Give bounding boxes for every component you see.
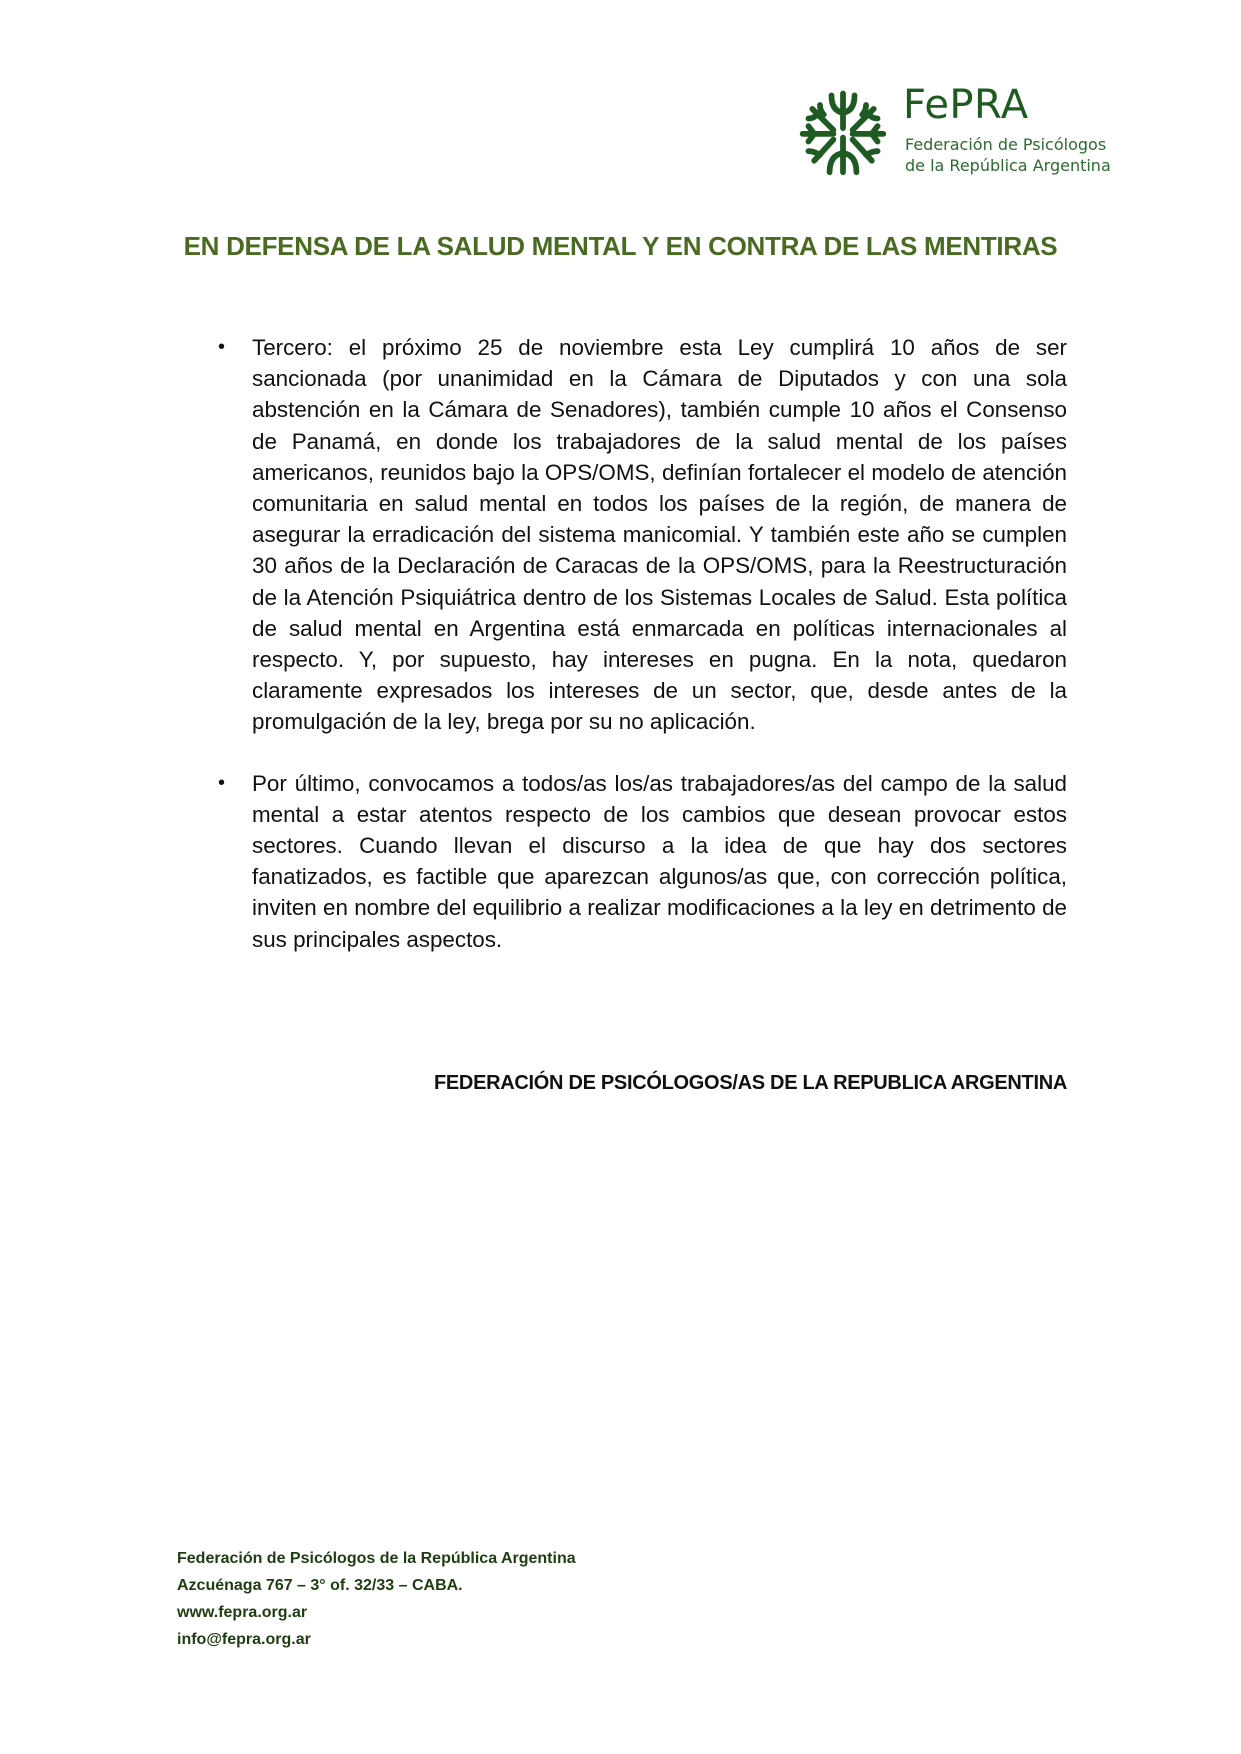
footer-org-name: Federación de Psicólogos de la República Argentina bbox=[177, 1550, 576, 1567]
signature: FEDERACIÓN DE PSICÓLOGOS/AS DE LA REPUBLICA ARGENTINA bbox=[433, 1072, 1067, 1094]
bullet-list bbox=[205, 332, 1067, 955]
logo-subtitle bbox=[905, 134, 1111, 176]
fepra-logo bbox=[795, 80, 1125, 180]
logo-subtitle-line2: de la República Argentina bbox=[905, 156, 1111, 175]
list-item bbox=[205, 332, 1067, 738]
bullet-icon: • bbox=[218, 336, 226, 358]
list-item bbox=[205, 768, 1067, 955]
fepra-emblem-icon bbox=[795, 82, 891, 178]
document-title: EN DEFENSA DE LA SALUD MENTAL Y EN CONTRA DE LAS MENTIRAS bbox=[183, 231, 1058, 261]
bullet-icon: • bbox=[218, 771, 226, 794]
footer-website-link[interactable]: www.fepra.org.ar bbox=[177, 1604, 308, 1621]
footer bbox=[177, 1545, 576, 1653]
list-item-text: Por último, convocamos a todos/as los/as trabajadores/as del campo de la salud mental a estar atentos respecto de los cambios que desean provocar estos sectores. Cuando llevan el discurso a la idea de que hay dos sectores fanatizados, es factible que aparezcan algunos/as que, con corrección política, inviten en nombre del equilibrio a realizar modificaciones a la ley en detrimento de sus principales aspectos. bbox=[252, 770, 1067, 952]
logo-wordmark: FePRA bbox=[903, 82, 1029, 128]
footer-address: Azcuénaga 767 – 3° of. 32/33 – CABA. bbox=[177, 1577, 463, 1594]
list-item-text: Tercero: el próximo 25 de noviembre esta Ley cumplirá 10 años de ser sancionada (por unanimidad en la Cámara de Diputados y con una sola abstención en la Cámara de Senadores), también cumple 10 años el Consenso de Panamá, en donde los trabajadores de la salud mental de los países americanos, reunidos bajo la OPS/OMS, definían fortalecer el modelo de atención comunitaria en salud mental en todos los países de la región, de manera de asegurar la erradicación del sistema manicomial. Y también este año se cumplen 30 años de la Declaración de Caracas de la OPS/OMS, para la Reestructuración de la Atención Psiquiátrica dentro de los Sistemas Locales de Salud. Esta política de salud mental en Argentina está enmarcada en políticas internacionales al respecto. Y, por supuesto, hay intereses en pugna. En la nota, quedaron claramente expresados los intereses de un sector, que, desde antes de la promulgación de la ley, brega por su no aplicación. bbox=[252, 335, 1067, 735]
logo-subtitle-line1: Federación de Psicólogos bbox=[905, 135, 1107, 154]
footer-email-link[interactable]: info@fepra.org.ar bbox=[177, 1631, 311, 1648]
